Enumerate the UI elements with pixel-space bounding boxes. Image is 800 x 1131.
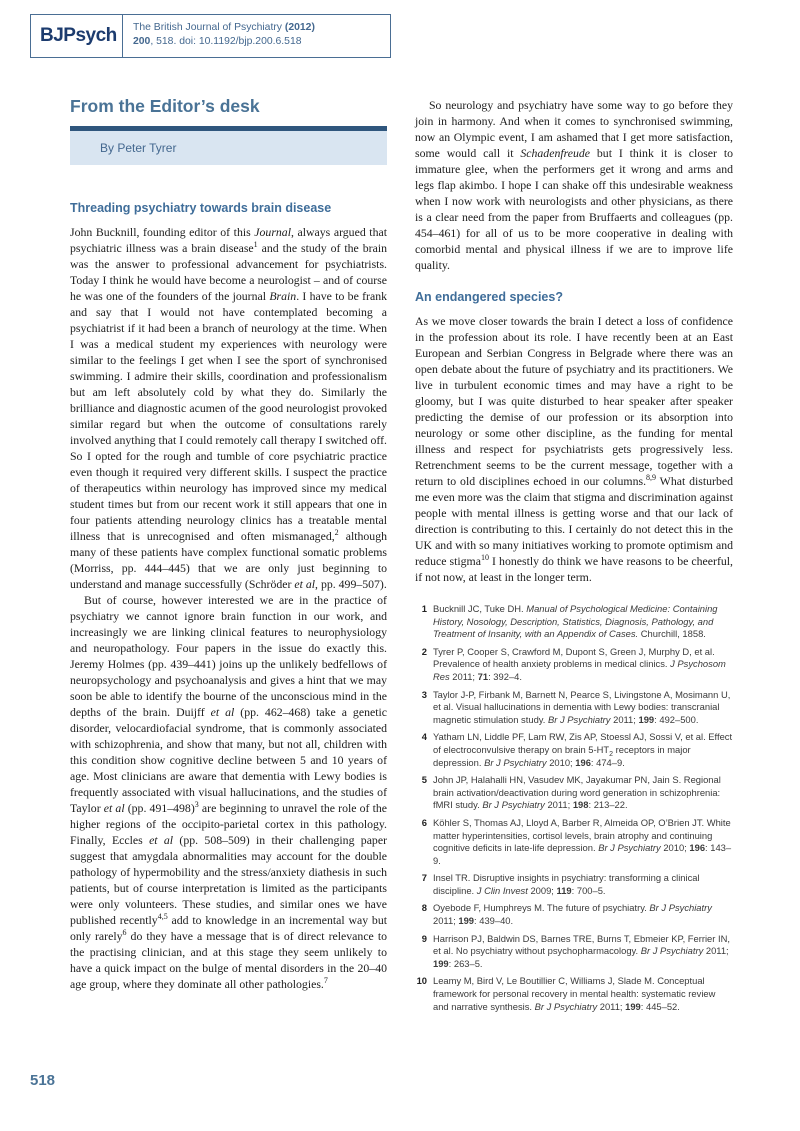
journal-citation [123, 15, 390, 57]
body-paragraph: But of course, however interested we are in the practice of psychiatry we cannot ignore brain function in our work, and increasingly we are linking clinical features to neurophysiology and neuropathology. Four papers in the issue do exactly this. Jeremy Holmes (pp. 439–441) joins up the unlikely bedfellows of neuropsychology and psychoanalysis and gives a hint that we may soon be able to identify the bourne of the unconscious mind in the depths of the brain. Duijff et al (pp. 462–468) take a genetic disorder, velocardiofacial syndrome, that is commonly associated with schizophrenia, and show that many, but not all, children with this condition show cognitive decline between 5 and 10 years of age. Most clinicians are aware that dementia with Lewy bodies is frequently associated with visual hallucinations, and the studies of Taylor et al (pp. 491–498)$^3$ are beginning to unravel the role of the higher regions of the occipito-parietal cortex in this pathology. Finally, Eccles et al (pp. 508–509) in their challenging paper suggest that amygdala abnormalities may account for the double pathology of hypermobility and the stress/anxiety diathesis in such patients, but of course interpretation is limited as the participants were only volunteers. These studies, and similar ones we have published recently$^{4,5}$ add to knowledge in an incremental way but only rarely$^6$ do they have a message that is of direct relevance to the practising clinician, and at this stage they seem unlikely to have a quick impact on the bulge of mental disorders in the 20–40 age group, where they dominate all other pathologies.$^7$ [70, 593, 388, 991]
body-paragraph: John Bucknill, founding editor of this Journal, always argued that psychiatric illness was a brain disease$^1$ and the study of the brain was the answer to professional advancement for psychiatrists. Today I think he would have become a neurologist – and of course he was one of the founders of the journal Brain. I have to be frank and say that I would not have contemplated becoming a psychiatrist if it had been a branch of neurology at the time. When I was a medical student my experiences with neurology were similar to the feelings I get when I see the sport of synchronised swimming. I admire their skills, coordination and professionalism but am left absolutely cold by what they do. Similarly the brilliance and diagnostic acumen of the good neurologist provoked similar regard but when the outcome of consultations rarely involved anything that I could remotely call therapy I switched off. So I opted for the rough and tumble of core psychiatric practice even though it required very different skills. I suspect the practice of therapeutics within neurology has improved since my medical student times but from our recent work it still appears that one in four patients attending neurology clinics has a treatable mental illness that is unrecognised and often mismanaged,$^2$ although many of these patients have complex functional somatic problems (Morriss, pp. 444–445) that we are only just beginning to understand and manage successfully (Schröder et al, pp. 499–507). [70, 225, 387, 591]
body-paragraph: As we move closer towards the brain I detect a loss of confidence in the profession about its role. I have recently been at an East European and Serbian Congress in Belgrade where there was an open debate about the future of psychiatry and its practitioners. We live in turbulent economic times and may have a right to be gloomy, but I was quite disturbed to hear speaker after speaker predicting the demise of our profession or its absorption into neurology or some other discipline, as the funding for mental illness and respect for psychiatrists gets progressively less. Retrenchment seems to be the current message, together with a return to old disciplines echoed in our columns.$^{8,9}$ What disturbed me even more was the claim that stigma and discrimination against people with mental illness is getting worse and that our lack of direction is contributing to this. I certainly do not detect this in the UK and with so many initiatives working to promote optimism and reduce stigma$^{10}$ I honestly do think we have reasons to be cheerful, if not now, at least in the longer term. [415, 314, 733, 584]
reference-item [415, 817, 733, 867]
reference-text: Yatham LN, Liddle PF, Lam RW, Zis AP, Stoessl AJ, Sossi V, et al. Effect of electroconvulsive therapy on brain $5-HT_2$ receptors in major depression. Br J Psychiatry 2010; 196: 474–9. [433, 731, 733, 768]
reference-text: Bucknill JC, Tuke DH. Manual of Psychological Medicine: Containing History, Nosology, Description, Statistics, Diagnosis, Pathology, and Treatment of Insanity, with an Appendix of Cases. Churchill, 1858. [433, 603, 718, 640]
reference-number: 2 [421, 645, 427, 657]
reference-text: Taylor J-P, Firbank M, Barnett N, Pearce S, Livingstone A, Mosimann U, et al. Visual hallucinations in dementia with Lewy bodies: transcranial magnetic stimulation study. Br J Psychiatry 2011; 199: 492–500. [433, 688, 731, 725]
reference-number: 8 [421, 902, 427, 914]
page-number: 518 [30, 1072, 56, 1089]
left-column [70, 201, 387, 992]
reference-item [415, 774, 733, 812]
body-paragraph: So neurology and psychiatry have some way to go before they join in harmony. And when it comes to synchronised swimming, now an Olympic event, I am ashamed that I get more satisfaction, some would call it Schadenfreude but I think it is closer to immature glee, when the performers get it wrong and arms and legs flap akimbo. I hope I can shake off this undesirable weakness when I now work with neurologists and other physicians, as there is a clear need from the paper from Bruffaerts and colleagues (pp. 454–461) for all of us to be more cooperative in dealing with comorbid mental and physical illness if we are to improve life quality. [415, 98, 733, 272]
section-heading-endangered-species: An endangered species? [415, 290, 563, 304]
reference-item [415, 646, 733, 684]
reference-text: Oyebode F, Humphreys M. The future of psychiatry. Br J Psychiatry 2011; 199: 439–40. [433, 902, 712, 927]
reference-item [415, 933, 733, 971]
bjpsych-logo-text: BJPsych [40, 25, 117, 46]
reference-item [415, 731, 733, 769]
reference-number: 1 [421, 603, 427, 614]
reference-item [415, 975, 733, 1013]
reference-number: 10 [416, 975, 427, 987]
byline-box [70, 126, 387, 165]
reference-text: John JP, Halahalli HN, Vasudev MK, Jayakumar PN, Jain S. Regional brain activation/deactivation during word generation in schizophrenia: fMRI study. Br J Psychiatry 2011; 198: 213–22. [433, 774, 721, 811]
reference-number: 9 [421, 932, 427, 944]
reference-text: Harrison PJ, Baldwin DS, Barnes TRE, Burns T, Ebmeier KP, Ferrier IN, et al. No psychiatry without psychopharmacology. Br J Psychiatry 2011; 199: 263–5. [433, 932, 730, 969]
article-title: From the Editor’s desk [70, 96, 260, 116]
reference-item [415, 872, 733, 897]
reference-number: 6 [421, 816, 427, 828]
section-heading-threading: Threading psychiatry towards brain disease [70, 201, 332, 215]
journal-citation-line1: The British Journal of Psychiatry (2012) [133, 22, 315, 33]
reference-text: Insel TR. Disruptive insights in psychiatry: transforming a clinical discipline. J Clin Invest 2009; 119: 700–5. [433, 872, 700, 896]
reference-number: 7 [421, 872, 427, 884]
reference-number: 4 [421, 731, 427, 743]
byline-text: By Peter Tyrer [100, 141, 177, 155]
bjpsych-logo [31, 15, 123, 57]
reference-text: Tyrer P, Cooper S, Crawford M, Dupont S, Green J, Murphy D, et al. Prevalence of health anxiety problems in medical clinics. J Psychosom Res 2011; 71: 392–4. [433, 645, 726, 682]
reference-text: Leamy M, Bird V, Le Boutillier C, Williams J, Slade M. Conceptual framework for personal recovery in mental health: systematic review and narrative synthesis. Br J Psychiatry 2011; 199: 445–52. [433, 975, 716, 1012]
reference-item [415, 902, 733, 927]
journal-citation-line2: 200, 518. doi: 10.1192/bjp.200.6.518 [133, 36, 302, 47]
reference-item [415, 689, 733, 727]
journal-masthead [30, 14, 391, 58]
reference-text: Köhler S, Thomas AJ, Lloyd A, Barber R, Almeida OP, O’Brien JT. White matter hyperintensities, cortisol levels, brain atrophy and continuing cognitive deficits in late-life depression. Br J Psychiatry 2010; 196: 143–9. [433, 816, 732, 866]
reference-number: 3 [421, 688, 427, 700]
right-column [415, 97, 733, 1018]
reference-list [415, 603, 733, 1013]
reference-item [415, 603, 733, 641]
reference-number: 5 [421, 774, 427, 786]
